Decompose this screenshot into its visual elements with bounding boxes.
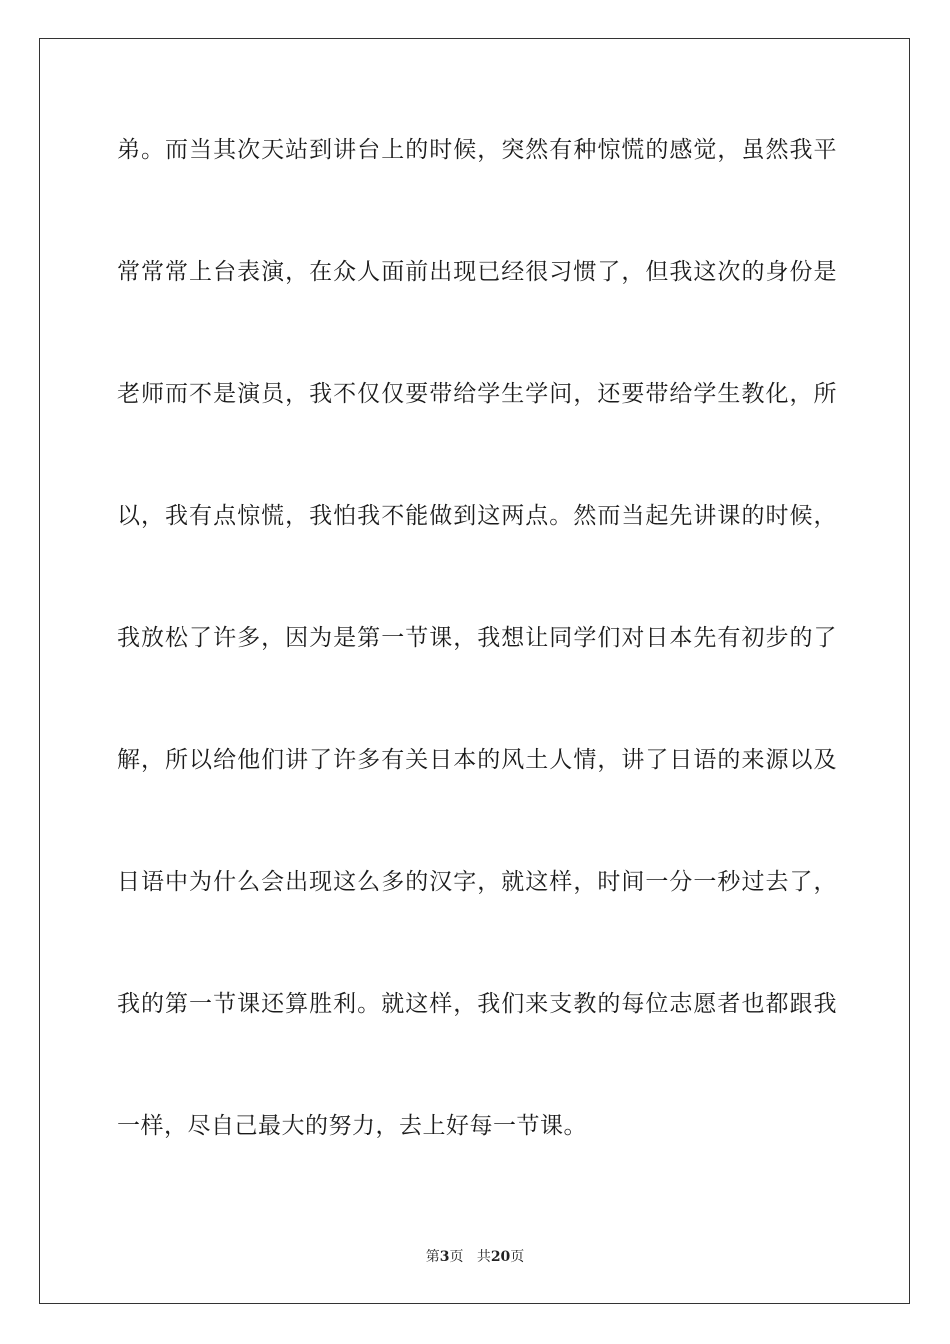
text-line: 我的第一节课还算胜利。就这样，我们来支教的每位志愿者也都跟我 [117, 991, 837, 1017]
text-line: 解，所以给他们讲了许多有关日本的风土人情，讲了日语的来源以及 [117, 747, 837, 773]
text-line: 以，我有点惊慌，我怕我不能做到这两点。然而当起先讲课的时候， [117, 503, 837, 529]
page-footer [0, 1246, 950, 1266]
text-line: 弟。而当其次天站到讲台上的时候，突然有种惊慌的感觉，虽然我平 [117, 137, 837, 163]
text-line-last: 一样，尽自己最大的努力，去上好每一节课。 [117, 1113, 587, 1139]
total-pages: 20 [490, 1249, 511, 1265]
page-suffix: 页 [449, 1249, 464, 1265]
total-prefix: 共 [476, 1249, 491, 1265]
text-line: 日语中为什么会出现这么多的汉字，就这样，时间一分一秒过去了， [117, 869, 837, 895]
text-line: 老师而不是演员，我不仅仅要带给学生学问，还要带给学生教化，所 [117, 381, 837, 407]
text-line: 常常常上台表演，在众人面前出现已经很习惯了，但我这次的身份是 [117, 259, 837, 285]
text-line: 我放松了许多，因为是第一节课，我想让同学们对日本先有初步的了 [117, 625, 837, 651]
document-body [117, 134, 837, 1232]
page-number: 3 [439, 1249, 450, 1265]
total-suffix: 页 [510, 1249, 525, 1265]
page-prefix: 第 [425, 1249, 440, 1265]
